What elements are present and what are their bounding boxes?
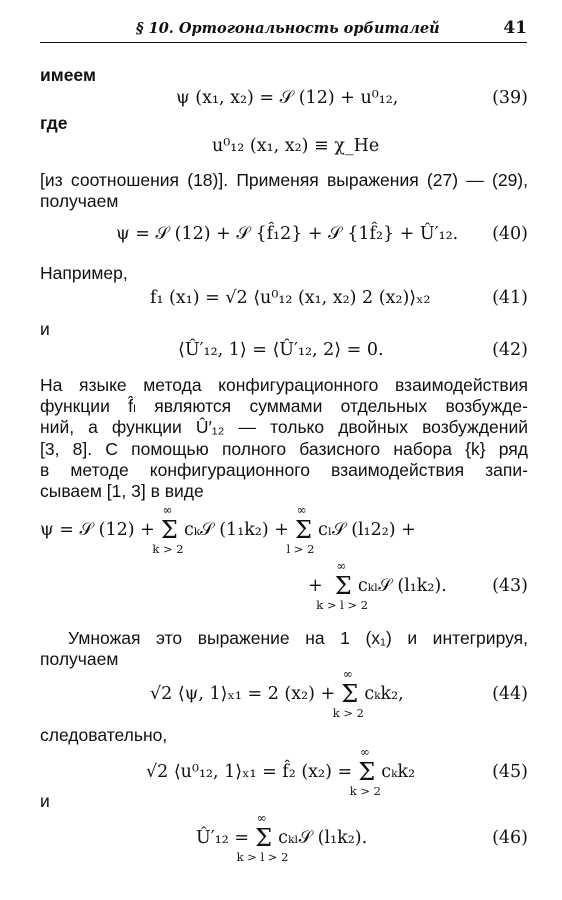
paragraph-line: Умножая это выражение на 1 (x₁) и интегрируя, [68, 628, 528, 648]
equation-number-46: (46) [492, 828, 528, 848]
paragraph-2 [40, 375, 528, 502]
paragraph-line: сываем [1, 3] в виде [40, 481, 204, 502]
eq45-part: √2 ⟨u⁰₁₂, 1⟩ₓ₁ = f̂₂ (x₂) = [146, 762, 353, 782]
eq43-part: cₖ𝒮 (1₁k₂) + [183, 520, 289, 540]
sum-upper-limit: ∞ [359, 745, 370, 759]
summation-symbol: ∞ Σ l > 2 [286, 503, 315, 556]
eq44-part: √2 ⟨ψ, 1⟩ₓ₁ = 2 (x₂) + [150, 684, 336, 704]
equation-39-definition: u⁰₁₂ (x₁, x₂) ≡ χ_He [212, 136, 380, 156]
sum-lower-limit: k > l > 2 [316, 598, 369, 612]
sum-lower-limit: l > 2 [286, 542, 315, 556]
sum-upper-limit: ∞ [342, 667, 353, 681]
summation-symbol: ∞ Σ k > l > 2 [236, 811, 289, 864]
equation-39: ψ (x₁, x₂) = 𝒮 (12) + u⁰₁₂, [176, 88, 399, 108]
equation-41: f₁ (x₁) = √2 ⟨u⁰₁₂ (x₁, x₂) 2 (x₂)⟩ₓ₂ [150, 288, 431, 308]
equation-number-43: (43) [492, 576, 528, 596]
paragraph-line: ний, а функции Û′₁₂ — только двойных возбуждений [40, 417, 528, 438]
sum-lower-limit: k > 2 [349, 784, 381, 798]
sum-upper-limit: ∞ [162, 503, 173, 517]
sum-lower-limit: k > 2 [152, 542, 184, 556]
equation-number-40: (40) [492, 224, 528, 244]
running-header [40, 14, 527, 43]
paragraph-line: функции f̂ₗ являются суммами отдельных возбужде- [40, 396, 528, 417]
equation-number-44: (44) [492, 684, 528, 704]
equation-43-line-1 [40, 503, 416, 556]
word-i: и [40, 319, 50, 339]
word-naprimer: Например, [40, 263, 128, 283]
paragraph-line: в методе конфигурационного взаимодействия запи- [40, 459, 528, 480]
word-i: и [40, 791, 50, 811]
equation-43-line-2 [308, 559, 447, 612]
eq46-part: Û′₁₂ = [196, 828, 249, 848]
sum-upper-limit: ∞ [296, 503, 307, 517]
equation-number-39: (39) [492, 88, 528, 108]
eq44-part: cₖk₂, [364, 684, 404, 704]
word-imeem: имеем [40, 65, 96, 85]
paragraph-1 [40, 170, 528, 212]
summation-symbol: ∞ Σ k > 2 [332, 667, 364, 720]
paragraph-line: [3, 8]. С помощью полного базисного набора {k} ряд [40, 438, 528, 459]
equation-42: ⟨Û′₁₂, 1⟩ = ⟨Û′₁₂, 2⟩ = 0. [178, 340, 384, 360]
paragraph-line: получаем [40, 649, 119, 670]
equation-46 [196, 811, 368, 864]
eq46-part: cₖₗ𝒮 (l₁k₂). [278, 828, 368, 848]
section-title: § 10. Ортогональность орбиталей [136, 20, 440, 37]
sum-lower-limit: k > 2 [332, 706, 364, 720]
word-gde: где [40, 113, 68, 133]
summation-symbol: ∞ Σ k > l > 2 [316, 559, 369, 612]
sum-lower-limit: k > l > 2 [236, 850, 289, 864]
summation-symbol: ∞ Σ k > 2 [152, 503, 184, 556]
word-sledovatelno: следовательно, [40, 725, 168, 745]
eq43-part: cₖₗ𝒮 (l₁k₂). [357, 576, 447, 596]
summation-symbol: ∞ Σ k > 2 [349, 745, 381, 798]
eq45-part: cₖk₂ [381, 762, 416, 782]
equation-number-45: (45) [492, 762, 528, 782]
eq43-part: + [308, 576, 323, 596]
sum-upper-limit: ∞ [336, 559, 347, 573]
paragraph-line: получаем [40, 191, 119, 212]
equation-number-41: (41) [492, 288, 528, 308]
equation-number-42: (42) [492, 340, 528, 360]
eq43-part: cₗ𝒮 (l₁2₂) + [318, 520, 416, 540]
equation-40: ψ = 𝒮 (12) + 𝒮 {f̂₁2} + 𝒮 {1f̂₂} + Û′₁₂. [116, 224, 459, 244]
equation-44 [150, 667, 404, 720]
equation-45 [146, 745, 416, 798]
paragraph-line: [из соотношения (18)]. Применяя выражения (27) — (29), [40, 170, 528, 190]
paragraph-line: На языке метода конфигурационного взаимодействия [40, 375, 528, 395]
paragraph-3 [40, 628, 528, 670]
page-number: 41 [503, 18, 527, 38]
eq43-part: ψ = 𝒮 (12) + [40, 520, 155, 540]
sum-upper-limit: ∞ [256, 811, 267, 825]
